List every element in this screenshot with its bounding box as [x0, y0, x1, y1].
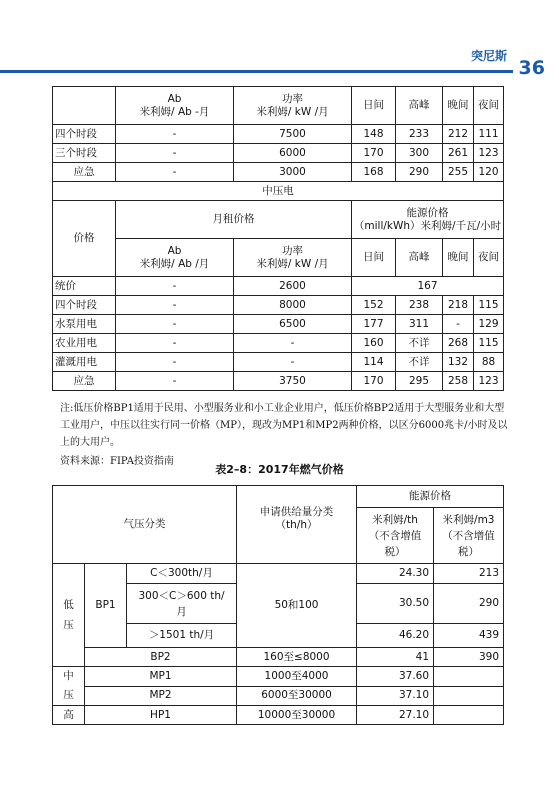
monthly-price-header: 月租价格 — [116, 201, 352, 239]
table-row — [53, 163, 504, 182]
cell — [434, 686, 504, 706]
row-label: 四个时段 — [53, 296, 116, 315]
col-header: 日间 — [352, 239, 396, 277]
cell — [434, 706, 504, 725]
cell: 123 — [474, 144, 504, 163]
cell: - — [116, 277, 234, 296]
table-row — [53, 277, 504, 296]
cell: 115 — [474, 296, 504, 315]
row-label: 应急 — [53, 372, 116, 391]
col-header: Ab 米利姆/ Ab -月 — [116, 87, 234, 125]
cell: HP1 — [85, 706, 237, 725]
cell: 167 — [352, 277, 504, 296]
cell: 123 — [474, 372, 504, 391]
cell: - — [116, 315, 234, 334]
cell: 10000至30000 — [237, 706, 357, 725]
row-label: 三个时段 — [53, 144, 116, 163]
table-row — [53, 564, 504, 584]
cell: 7500 — [234, 125, 352, 144]
cell: 212 — [443, 125, 474, 144]
table-row — [53, 706, 504, 725]
cell: - — [116, 334, 234, 353]
row-label: 农业用电 — [53, 334, 116, 353]
table-row — [53, 667, 504, 687]
header-rule — [0, 70, 513, 73]
cell: 不详 — [396, 353, 443, 372]
cell — [434, 667, 504, 687]
row-label: 四个时段 — [53, 125, 116, 144]
cell: C＜300th/月 — [127, 564, 237, 584]
col-header: 日间 — [352, 87, 396, 125]
table-note: 注:低压价格BP1适用于民用、小型服务业和小工业企业用户，低压价格BP2适用于大型服务业和大型工业用户，中压以往实行同一价格（MP），现改为MP1和MP2两种价格，以区分6000兆卡/小时及以上的大用户。 — [60, 403, 508, 448]
cell: 3000 — [234, 163, 352, 182]
cell: 261 — [443, 144, 474, 163]
cell: 439 — [434, 624, 504, 648]
cell: 258 — [443, 372, 474, 391]
table-row — [53, 686, 504, 706]
col-header: 晚间 — [443, 87, 474, 125]
cell: 114 — [352, 353, 396, 372]
col-header: 功率 米利姆/ kW /月 — [234, 239, 352, 277]
cell: 6000 — [234, 144, 352, 163]
cell: 290 — [434, 584, 504, 624]
col-header: 高峰 — [396, 239, 443, 277]
cell: 1000至4000 — [237, 667, 357, 687]
table-row — [53, 334, 504, 353]
cell: 46.20 — [357, 624, 434, 648]
gas-price-table — [52, 485, 504, 725]
cell: 390 — [434, 648, 504, 667]
medium-pressure-label: 中 压 — [53, 667, 85, 706]
cell: 295 — [396, 372, 443, 391]
col-header: Ab 米利姆/ Ab /月 — [116, 239, 234, 277]
cell: 115 — [474, 334, 504, 353]
cell: 6000至30000 — [237, 686, 357, 706]
table-row — [53, 372, 504, 391]
cell: 290 — [396, 163, 443, 182]
cell: 132 — [443, 353, 474, 372]
cell: 129 — [474, 315, 504, 334]
bp1-label: BP1 — [85, 564, 127, 648]
cell: - — [116, 125, 234, 144]
energy-price-header: 能源价格 （mill/kWh）米利姆/千瓦/小时 — [352, 201, 504, 239]
cell: 3750 — [234, 372, 352, 391]
table-row — [53, 315, 504, 334]
cell: 27.10 — [357, 706, 434, 725]
col-header-m3: 米利姆/m3 （不含增值 税） — [434, 508, 504, 564]
cell: 88 — [474, 353, 504, 372]
row-label: 应急 — [53, 163, 116, 182]
cell: 6500 — [234, 315, 352, 334]
cell: - — [116, 296, 234, 315]
cell: 170 — [352, 372, 396, 391]
cell: - — [116, 144, 234, 163]
low-pressure-label: 低 压 — [53, 564, 85, 667]
page-number: 36 — [518, 57, 545, 79]
cell: 300 — [396, 144, 443, 163]
cell: 168 — [352, 163, 396, 182]
cell: 255 — [443, 163, 474, 182]
table-row — [53, 125, 504, 144]
cell: 238 — [396, 296, 443, 315]
electricity-tariff-table — [52, 86, 504, 391]
cell: 177 — [352, 315, 396, 334]
cell: 170 — [352, 144, 396, 163]
cell: - — [234, 334, 352, 353]
medium-voltage-title: 中压电 — [53, 182, 504, 201]
row-label: 灌溉用电 — [53, 353, 116, 372]
cell: 37.60 — [357, 667, 434, 687]
cell: 8000 — [234, 296, 352, 315]
cell: - — [234, 353, 352, 372]
cell: ＞1501 th/月 — [127, 624, 237, 648]
cell: - — [443, 315, 474, 334]
corner-cell — [53, 87, 116, 125]
cell: 41 — [357, 648, 434, 667]
table-caption: 表2–8：2017年燃气价格 — [215, 463, 344, 476]
energy-price-header: 能源价格 — [357, 486, 504, 508]
cell: 160至≤8000 — [237, 648, 357, 667]
col-header: 高峰 — [396, 87, 443, 125]
cell: 311 — [396, 315, 443, 334]
cell: 148 — [352, 125, 396, 144]
cell: 不详 — [396, 334, 443, 353]
cell: MP1 — [85, 667, 237, 687]
cell: MP2 — [85, 686, 237, 706]
cell: 30.50 — [357, 584, 434, 624]
price-label: 价格 — [53, 201, 116, 277]
cell: 120 — [474, 163, 504, 182]
cell: 111 — [474, 125, 504, 144]
cell: 2600 — [234, 277, 352, 296]
col-header: 晚间 — [443, 239, 474, 277]
cell: - — [116, 372, 234, 391]
high-pressure-label: 高 — [53, 706, 85, 725]
cell: 233 — [396, 125, 443, 144]
cell: 160 — [352, 334, 396, 353]
cell: 300＜C＞600 th/ 月 — [127, 584, 237, 624]
cell: 37.10 — [357, 686, 434, 706]
cell: - — [116, 163, 234, 182]
col-header: 夜间 — [474, 87, 504, 125]
cell: 218 — [443, 296, 474, 315]
cell: 268 — [443, 334, 474, 353]
col-header-th: 米利姆/th （不含增值 税） — [357, 508, 434, 564]
table-row — [53, 296, 504, 315]
cell: 213 — [434, 564, 504, 584]
cell: BP2 — [85, 648, 237, 667]
source-note: 资料来源：FIPA投资指南 — [60, 456, 174, 467]
pressure-class-header: 气压分类 — [53, 486, 237, 564]
cell: 152 — [352, 296, 396, 315]
col-header: 功率 米利姆/ kW /月 — [234, 87, 352, 125]
table-row — [53, 353, 504, 372]
table-row — [53, 648, 504, 667]
cell: - — [116, 353, 234, 372]
table-row — [53, 144, 504, 163]
supply-header: 申请供给量分类 （th/h） — [237, 486, 357, 564]
col-header: 夜间 — [474, 239, 504, 277]
chapter-title: 突尼斯 — [470, 49, 507, 63]
row-label: 统价 — [53, 277, 116, 296]
cell: 50和100 — [237, 564, 357, 648]
cell: 24.30 — [357, 564, 434, 584]
row-label: 水泵用电 — [53, 315, 116, 334]
